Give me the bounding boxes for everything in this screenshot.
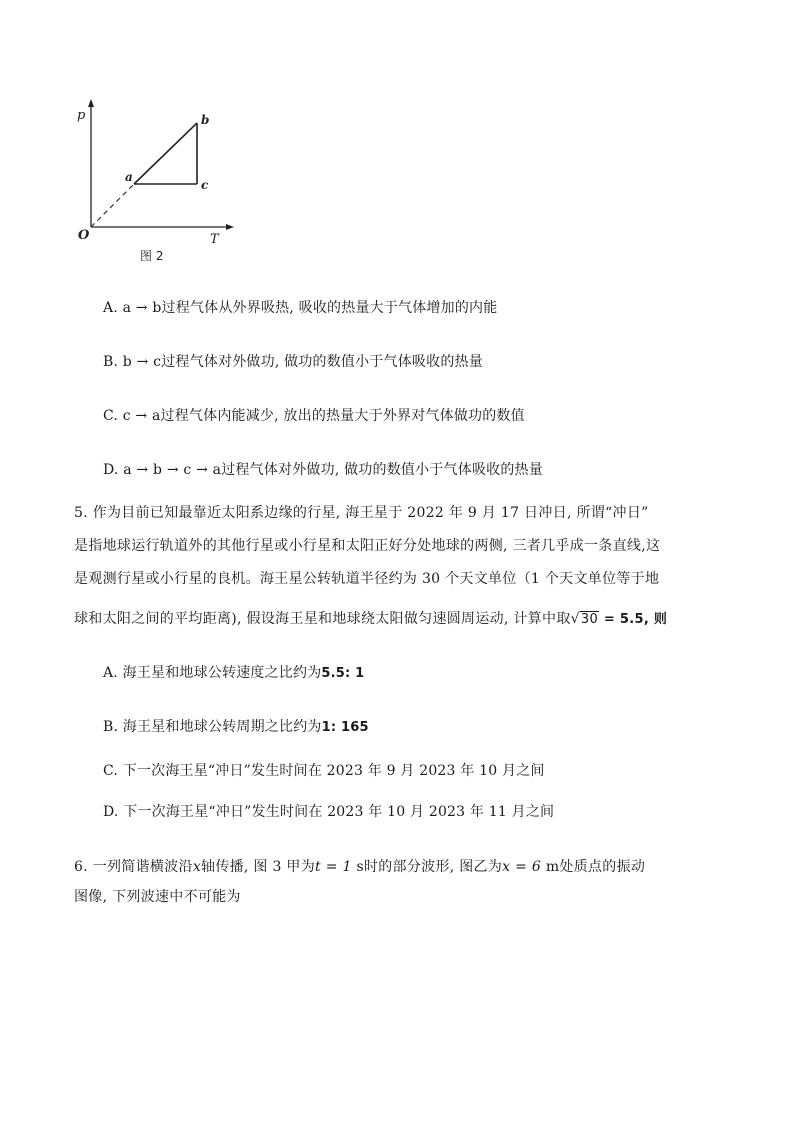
q5-stem-line-1: 5. 作为目前已知最靠近太阳系边缘的行星, 海王星于 2022 年 9 月 17 日冲日, 所谓“冲日” bbox=[74, 505, 649, 521]
segment-ab bbox=[134, 123, 197, 184]
q5-option-B-value: 1: 165 bbox=[321, 720, 369, 735]
q6-expr-t: t = 1 bbox=[315, 859, 352, 875]
axis-label-p: p bbox=[77, 108, 86, 123]
q5-option-A bbox=[103, 662, 364, 682]
sqrt-symbol: √ bbox=[570, 611, 580, 627]
q6-expr-x: x = 6 bbox=[502, 859, 542, 875]
point-label-a: a bbox=[125, 170, 133, 184]
x-axis-arrow bbox=[226, 224, 234, 230]
q5-option-C: C. 下一次海王星“冲日”发生时间在 2023 年 9 月 2023 年 10 月之间 bbox=[103, 763, 545, 779]
q5-option-D: D. 下一次海王星“冲日”发生时间在 2023 年 10 月 2023 年 11 月之间 bbox=[103, 804, 555, 820]
q5-option-B bbox=[103, 716, 369, 736]
q5-stem-line-4-value: = 5.5, 则 bbox=[599, 612, 668, 627]
q6-stem-line-2: 图像, 下列波速中不可能为 bbox=[74, 889, 241, 905]
q5-stem-line-2: 是指地球运行轨道外的其他行星或小行星和太阳正好分处地球的两侧, 三者几乎成一条直线,这 bbox=[74, 538, 661, 554]
origin-label: O bbox=[78, 228, 90, 243]
q5-stem-line-3: 是观测行星或小行星的良机。海王星公转轨道半径约为 30 个天文单位（1 个天文单位等于地 bbox=[74, 571, 660, 587]
q4-option-C: C. c → a过程气体内能减少, 放出的热量大于外界对气体做功的数值 bbox=[103, 408, 525, 424]
q5-stem-line-4 bbox=[74, 608, 667, 628]
figure-caption: 图 2 bbox=[140, 249, 164, 263]
q6-var-x: x bbox=[192, 859, 202, 875]
q5-stem-line-4-text: 球和太阳之间的平均距离), 假设海王星和地球绕太阳做匀速圆周运动, 计算中取 bbox=[74, 611, 571, 627]
point-label-c: c bbox=[201, 178, 209, 192]
sqrt-radicand: 30 bbox=[580, 612, 599, 627]
dashed-extension bbox=[91, 184, 134, 227]
q6-text-1: 6. 一列简谐横波沿 bbox=[74, 859, 193, 875]
q6-text-2: 轴传播, 图 3 甲为 bbox=[201, 859, 316, 875]
q4-option-B: B. b → c过程气体对外做功, 做功的数值小于气体吸收的热量 bbox=[103, 354, 483, 370]
axis-label-T: T bbox=[210, 232, 219, 247]
y-axis-arrow bbox=[88, 99, 94, 107]
q6-stem-line-1 bbox=[74, 856, 645, 876]
point-label-b: b bbox=[201, 113, 210, 127]
q4-option-D: D. a → b → c → a过程气体对外做功, 做功的数值小于气体吸收的热量 bbox=[103, 462, 543, 478]
q4-option-A: A. a → b过程气体从外界吸热, 吸收的热量大于气体增加的内能 bbox=[103, 300, 498, 316]
q6-text-3: s时的部分波形, 图乙为 bbox=[351, 859, 503, 875]
figure-2-pT-diagram bbox=[70, 95, 240, 270]
q6-text-4: m处质点的振动 bbox=[541, 859, 646, 875]
q5-option-A-text: A. 海王星和地球公转速度之比约为 bbox=[103, 665, 322, 681]
q5-option-A-value: 5.5: 1 bbox=[321, 666, 365, 681]
q5-option-B-text: B. 海王星和地球公转周期之比约为 bbox=[103, 719, 322, 735]
